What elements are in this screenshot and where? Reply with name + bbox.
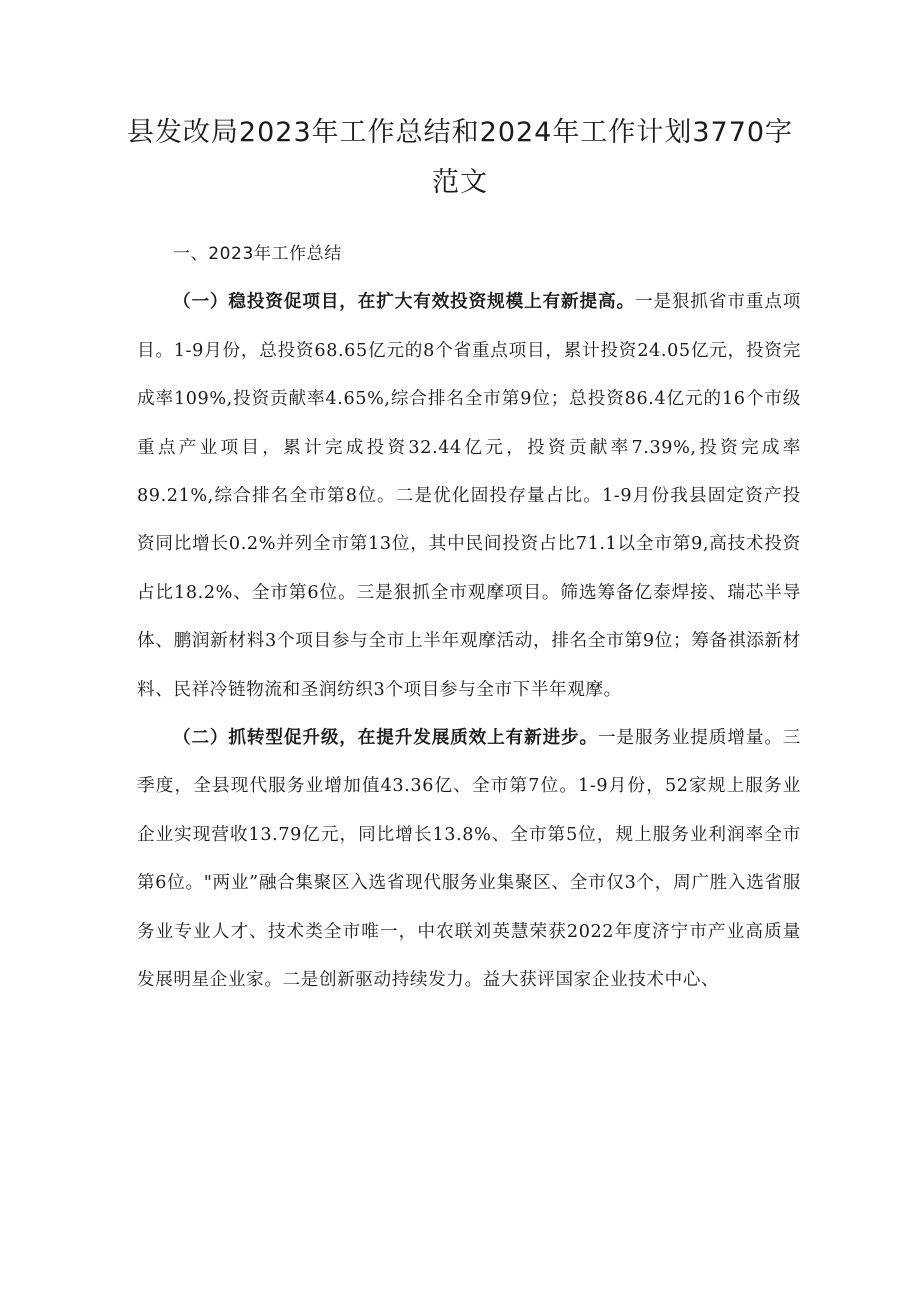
document-body xyxy=(137,230,801,1005)
section-heading: 一、2023年工作总结 xyxy=(173,244,342,264)
paragraph-text: 一是服务业提质增量。三季度，全县现代服务业增加值43.36亿、全市第7位。1-9月份，52家规上服务业企业实现营收13.79亿元，同比增长13.8%、全市第5位，规上服务业利润率全市第6位。"两业”融合集聚区入选省现代服务业集聚区、全市仅3个，周广胜入选省服务业专业人才、技术类全市唯一，中农联刘英慧荣获2022年度济宁市产业高质量发展明星企业家。二是创新驱动持续发力。益大获评国家企业技术中心、 xyxy=(137,728,801,991)
paragraph-transformation xyxy=(137,714,801,1004)
document-title: 县发改局2023年工作总结和2024年工作计划3770字范文 xyxy=(126,117,794,198)
paragraph-text: 一是狠抓省市重点项目。1-9月份，总投资68.65亿元的8个省重点项目，累计投资24.05亿元，投资完成率109%,投资贡献率4.65%,综合排名全市第9位；总投资86.4亿元的16个市级重点产业项目，累计完成投资32.44亿元，投资贡献率7.39%,投资完成率89.21%,综合排名全市第8位。二是优化固投存量占比。1-9月份我县固定资产投资同比增长0.2%并列全市第13位，其中民间投资占比71.1以全市第9,高技术投资占比18.2%、全市第6位。三是狠抓全市观摩项目。筛选筹备亿泰焊接、瑞芯半导体、鹏润新材料3个项目参与全市上半年观摩活动，排名全市第9位；筹备祺添新材料、民祥冷链物流和圣润纺织3个项目参与全市下半年观摩。 xyxy=(137,292,801,700)
paragraph-lead: （二）抓转型促升级，在提升发展质效上有新进步。 xyxy=(173,728,599,749)
paragraph-lead: （一）稳投资促项目，在扩大有效投资规模上有新提高。 xyxy=(173,292,635,313)
paragraph-investment xyxy=(137,278,801,714)
